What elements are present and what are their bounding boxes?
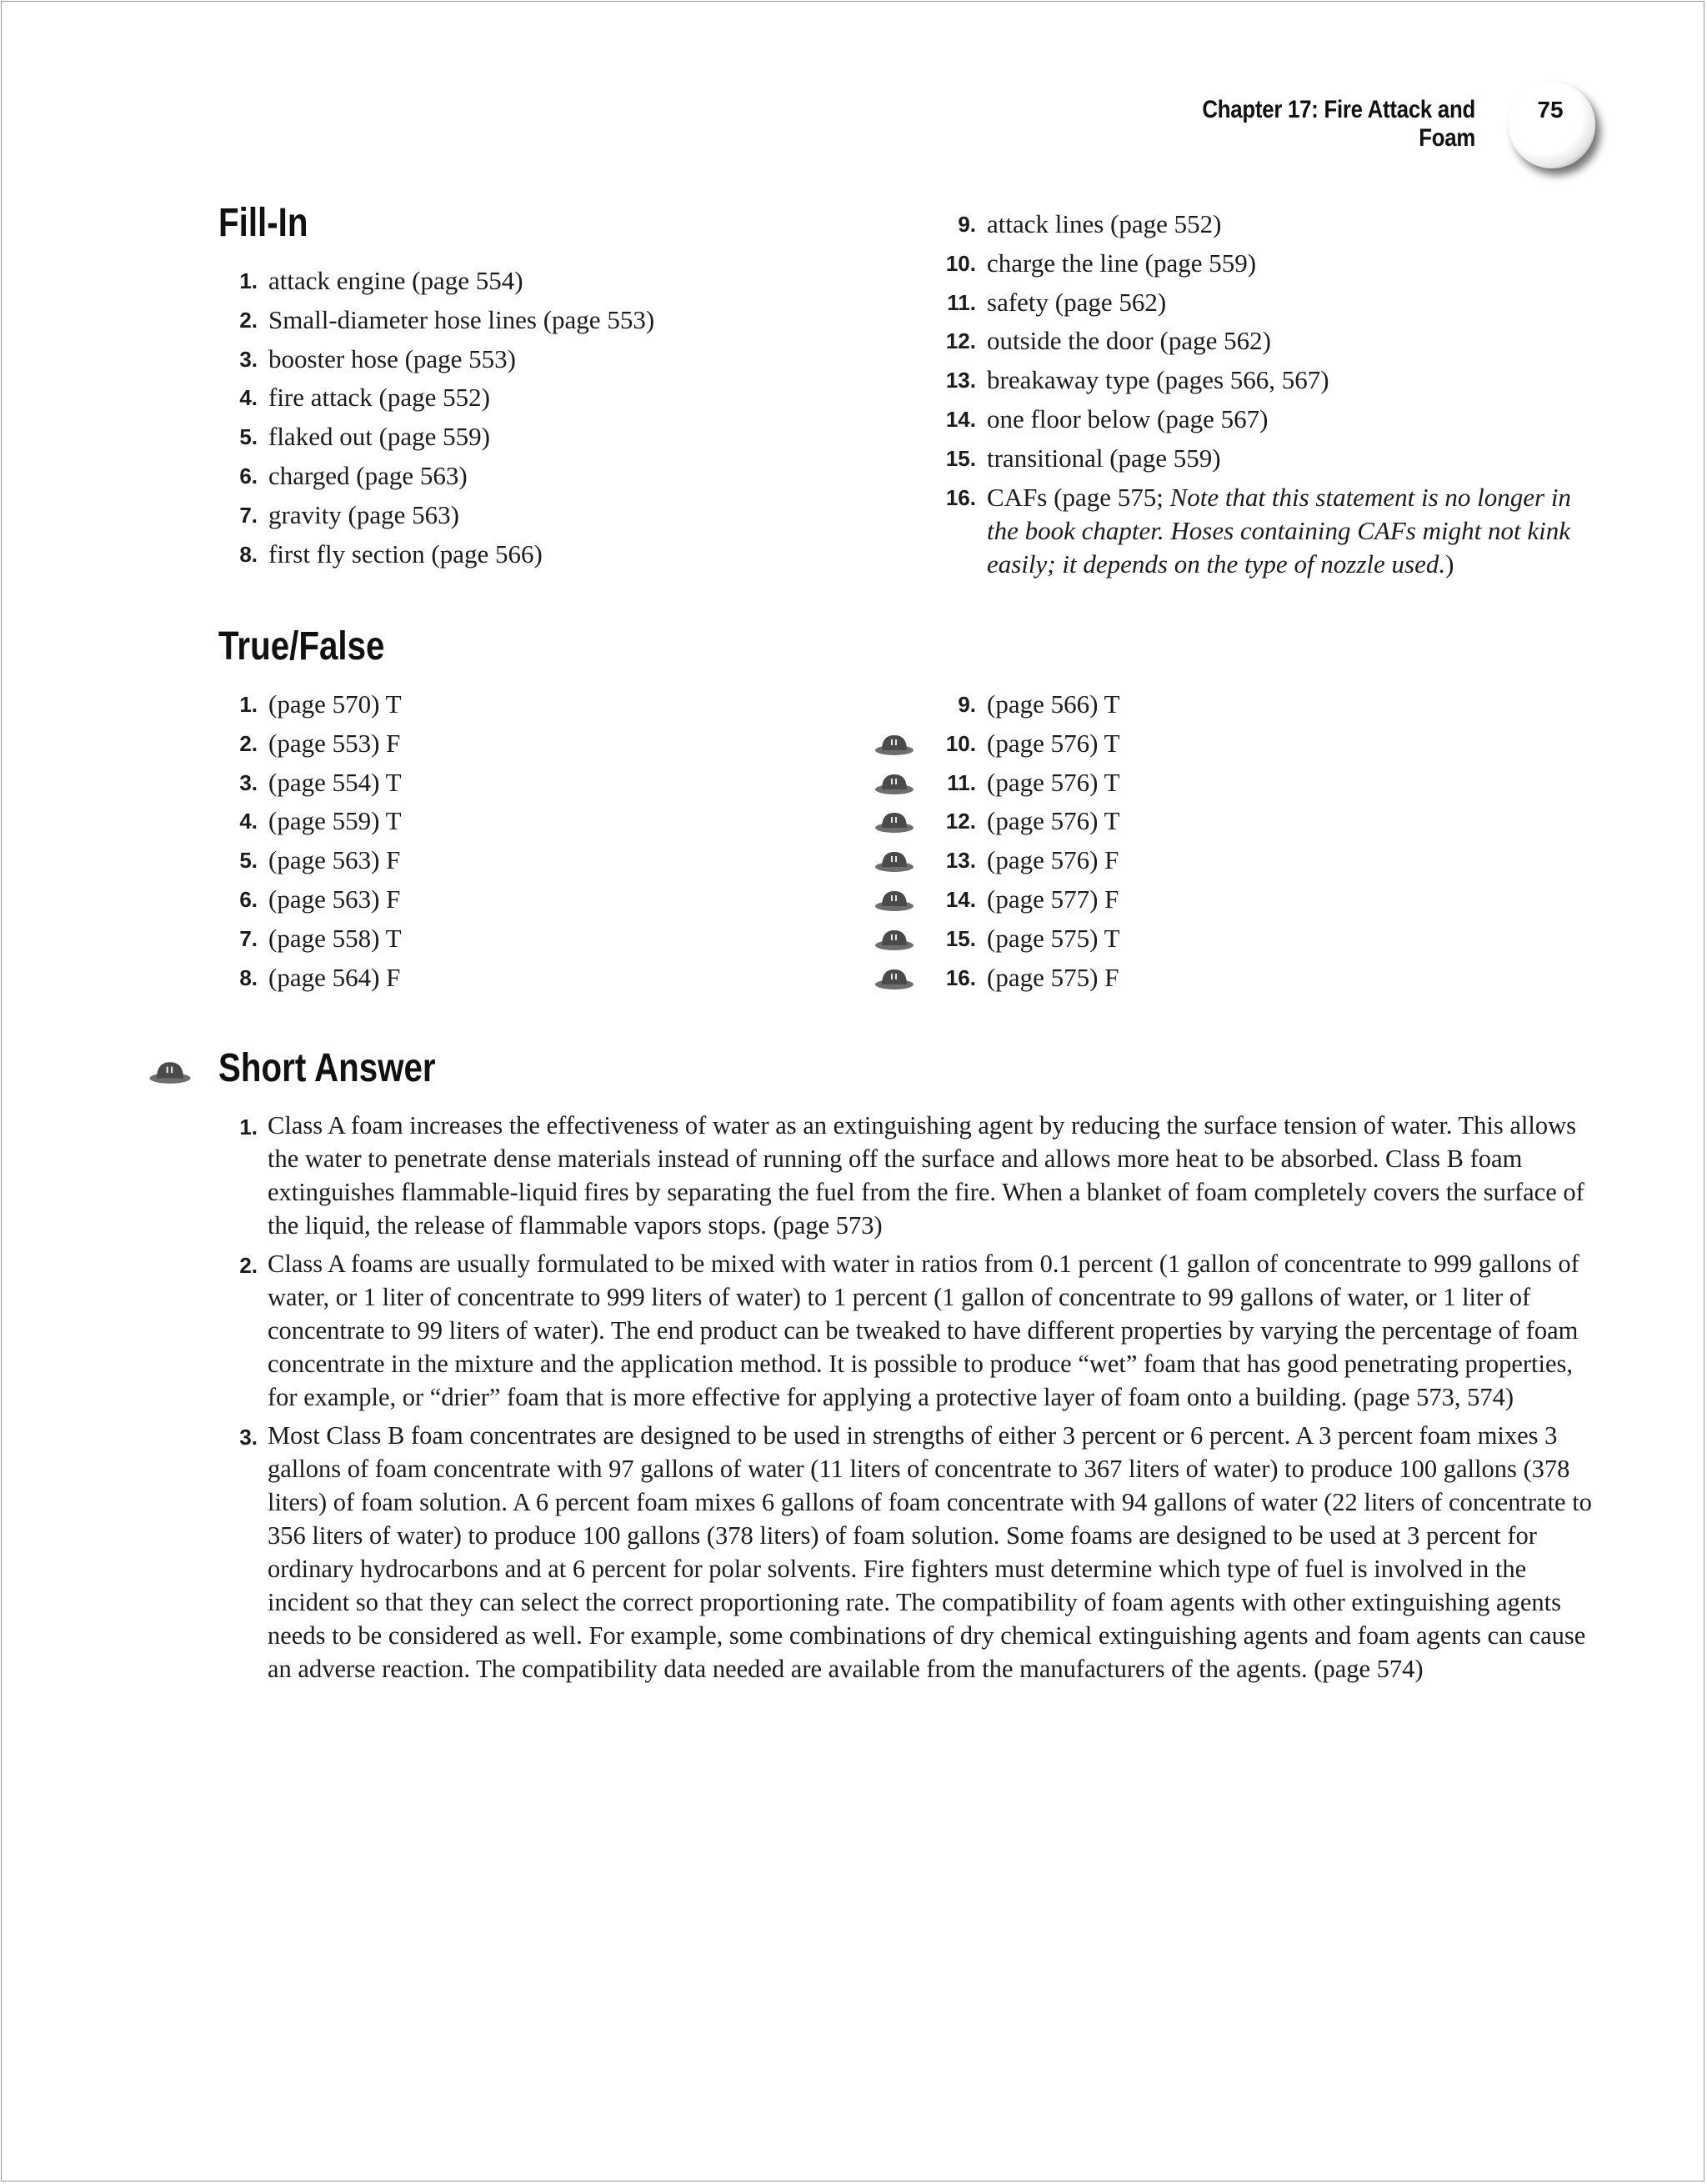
fire-helmet-icon — [874, 888, 914, 913]
list-item: 11. (page 576) T — [937, 764, 1120, 803]
list-item: 15. (page 575) T — [937, 919, 1120, 959]
list-item: 3. (page 554) T — [239, 767, 402, 797]
fire-helmet-icon — [874, 849, 914, 874]
chapter-title: Chapter 17: Fire Attack and Foam — [1202, 96, 1475, 152]
list-item: 6. (page 563) F — [239, 884, 401, 914]
fire-helmet-icon — [874, 732, 914, 757]
fire-helmet-icon — [874, 927, 914, 952]
list-item: 8. (page 564) F — [239, 962, 401, 992]
list-item: 3. booster hose (page 553) — [239, 343, 516, 373]
list-item: 10. (page 576) T — [937, 724, 1120, 764]
list-item: 2. Small-diameter hose lines (page 553) — [239, 304, 655, 334]
list-item: 12. outside the door (page 562) — [945, 326, 1271, 356]
editor-note: Note that this statement is no longer in the book chapter. Hoses containing CAFs might not kink easily; it depends on the type of nozzle used. — [987, 482, 1571, 579]
fire-helmet-icon — [874, 771, 914, 796]
fill-in-heading: Fill-In — [218, 201, 308, 245]
list-item: 14. (page 577) F — [937, 880, 1120, 919]
list-item: 8. first fly section (page 566) — [239, 538, 543, 569]
true-false-list-right — [937, 685, 1120, 997]
list-item: 1. Class A foam increases the effectiveness of water as an extinguishing agent by reducing the surface tension of water. This allows the water to penetrate dense materials instead of running off the surface and allows more heat to be absorbed. Class B foam extinguishes flammable-liquid fires by separating the fuel from the fire. When a blanket of foam completely covers the surface of the liquid, the release of flammable vapors stops. (page 573) — [239, 1111, 1584, 1240]
list-item: 12. (page 576) T — [937, 802, 1120, 841]
list-item: 4. (page 559) T — [239, 806, 402, 836]
fire-helmet-icon — [874, 809, 914, 834]
list-item: 5. flaked out (page 559) — [239, 422, 490, 452]
list-item: 1. (page 570) T — [239, 689, 402, 719]
fire-helmet-icon — [874, 966, 914, 991]
page-number: 75 — [1537, 97, 1564, 123]
list-item: 7. (page 558) T — [239, 923, 402, 953]
true-false-list-left — [218, 685, 402, 997]
list-item: 2. (page 553) F — [239, 728, 401, 758]
true-false-heading: True/False — [218, 624, 385, 669]
list-item: 11. safety (page 562) — [947, 287, 1167, 317]
list-item: 6. charged (page 563) — [239, 460, 468, 490]
fill-in-list-left — [218, 262, 654, 574]
list-item: 16. (page 575) F — [937, 959, 1120, 998]
list-item: 1. attack engine (page 554) — [239, 266, 523, 295]
short-answer-heading: Short Answer — [218, 1046, 436, 1090]
list-item: 7. gravity (page 563) — [239, 499, 459, 529]
short-answer-list — [218, 1109, 1602, 1691]
list-item: 10. charge the line (page 559) — [945, 248, 1257, 278]
list-item: 13. breakaway type (pages 566, 567) — [945, 365, 1329, 395]
list-item: 13. (page 576) F — [937, 841, 1120, 880]
list-item: 4. fire attack (page 552) — [239, 383, 490, 413]
list-item: 14. one floor below (page 567) — [945, 403, 1269, 433]
list-item: 3. Most Class B foam concentrates are designed to be used in strengths of either 3 percent or 6 percent. A 3 percent foam mixes 3 gallons of foam concentrate with 97 gallons of water (11 liters of concentrate to 367 liters of water) to produce 100 gallons (378 liters) of foam solution. A 6 percent foam mixes 6 gallons of foam concentrate with 94 gallons of water (22 liters of concentrate to 356 liters of water) to produce 100 gallons (378 liters) of foam solution. Some foams are designed to be used at 3 percent for ordinary hydrocarbons and at 6 percent for polar solvents. Fire fighters must determine which type of fuel is involved in the incident so that they can select the correct proportioning rate. The compatibility of foam agents with other extinguishing agents needs to be considered as well. For example, some combinations of dry chemical extinguishing agents and foam agents can cause an adverse reaction. The compatibility data needed are available from the manufacturers of the agents. (page 574) — [239, 1421, 1592, 1683]
page-number-badge — [1509, 82, 1595, 168]
list-item: 16. CAFs (page 575; Note that this statement is no longer in the book chapter. Hoses containing CAFs might not kink easily; it depends on the type of nozzle used.) — [945, 482, 1571, 579]
list-item: 9. attack lines (page 552) — [958, 209, 1222, 238]
fire-helmet-icon — [148, 1059, 192, 1085]
fill-in-list-right — [937, 205, 1604, 581]
list-item: 5. (page 563) F — [239, 845, 401, 875]
list-item: 2. Class A foams are usually formulated to be mixed with water in ratios from 0.1 percent (1 gallon of concentrate to 999 gallons of water, or 1 liter of concentrate to 999 liters of water) to 1 percent (1 gallon of concentrate to 99 gallons of water, or 1 liter of concentrate to 99 liters of water). The end product can be tweaked to have different properties by varying the percentage of foam concentrate in the mixture and the application method. It is possible to produce “wet” foam that has good penetrating properties, for example, or “drier” foam that is more effective for applying a protective layer of foam onto a building. (page 573, 574) — [239, 1250, 1579, 1411]
list-item: 9. (page 566) T — [958, 689, 1120, 719]
list-item: 15. transitional (page 559) — [945, 443, 1221, 473]
